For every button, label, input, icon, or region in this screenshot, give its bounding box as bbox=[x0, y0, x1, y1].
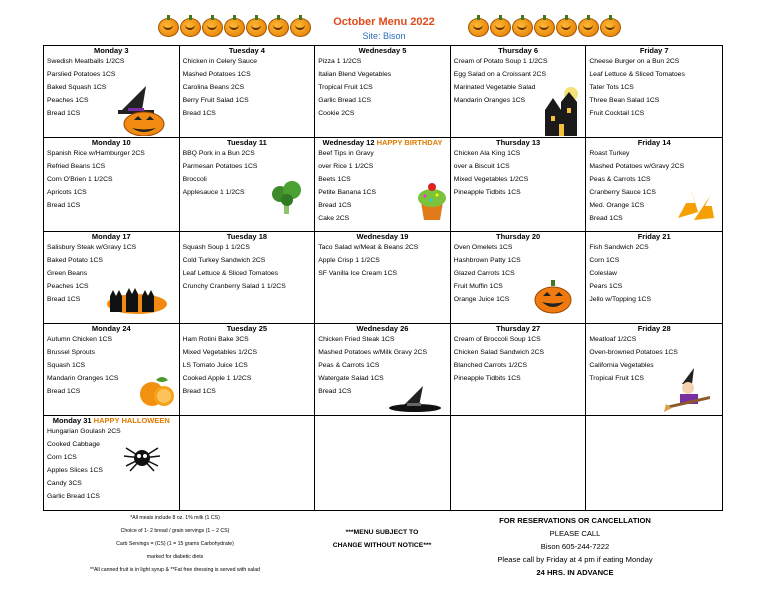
day-cell bbox=[451, 232, 587, 324]
notice-line: ***MENU SUBJECT TO bbox=[345, 529, 419, 536]
menu-item: Tater Tots 1CS bbox=[589, 83, 634, 91]
day-heading bbox=[589, 324, 719, 334]
menu-header bbox=[0, 14, 768, 46]
day-cell bbox=[315, 46, 451, 138]
menu-item: Mandarin Oranges 1CS bbox=[47, 374, 119, 382]
menu-item: Mixed Vegetables 1/2CS bbox=[453, 175, 529, 183]
day-cell bbox=[44, 416, 180, 510]
menu-item: Brussel Sprouts bbox=[47, 348, 95, 356]
menu-item: Leaf Lettuce & Sliced Tomatoes bbox=[182, 269, 279, 277]
day-heading bbox=[454, 138, 583, 148]
day-label: Monday 17 bbox=[91, 232, 131, 241]
day-label: Tuesday 4 bbox=[228, 46, 265, 55]
menu-item: Cookie 2CS bbox=[318, 109, 355, 117]
menu-item: Swedish Meatballs 1/2CS bbox=[47, 58, 125, 65]
menu-item: Hashbrown Patty 1CS bbox=[453, 256, 521, 264]
menu-item: Fish Sandwich 2CS bbox=[589, 244, 649, 251]
menu-item: Three Bean Salad 1CS bbox=[589, 96, 660, 104]
menu-item: Bread 1CS bbox=[47, 295, 81, 303]
menu-item: Pineapple Tidbits 1CS bbox=[453, 374, 521, 382]
menu-item: Med. Orange 1CS bbox=[589, 201, 645, 209]
menu-item: Tropical Fruit 1CS bbox=[589, 374, 644, 382]
cupcake-icon bbox=[415, 180, 449, 222]
menu-item: Bread 1CS bbox=[318, 387, 352, 395]
menu-item: Mashed Potatoes w/Milk Gravy 2CS bbox=[318, 348, 427, 356]
menu-item: Refried Beans 1CS bbox=[47, 162, 106, 170]
day-label: Friday 7 bbox=[639, 46, 669, 55]
menu-item: Garlic Bread 1CS bbox=[318, 96, 372, 104]
menu-item: Bread 1CS bbox=[47, 109, 81, 117]
menu-calendar-grid bbox=[43, 45, 723, 511]
day-cell bbox=[451, 46, 587, 138]
menu-item: Bread 1CS bbox=[47, 387, 81, 395]
pumpkin-icon bbox=[534, 18, 555, 37]
menu-item: Peaches 1CS bbox=[47, 282, 89, 290]
menu-item: Cranberry Sauce 1CS bbox=[589, 188, 656, 196]
menu-item: Orange Juice 1CS bbox=[453, 295, 510, 303]
day-label: Friday 21 bbox=[637, 232, 671, 241]
day-cell bbox=[586, 46, 722, 138]
day-label: Wednesday 26 bbox=[356, 324, 409, 333]
menu-item: Cold Turkey Sandwich 2CS bbox=[182, 256, 266, 264]
day-cell bbox=[44, 46, 180, 138]
day-heading bbox=[47, 138, 176, 148]
day-heading bbox=[589, 416, 719, 426]
menu-item: Glazed Carrots 1CS bbox=[453, 269, 515, 277]
day-cell bbox=[180, 46, 316, 138]
day-heading bbox=[318, 416, 447, 426]
notice-line: CHANGE WITHOUT NOTICE*** bbox=[332, 542, 432, 549]
day-cell bbox=[44, 232, 180, 324]
menu-item: Chicken in Celery Sauce bbox=[182, 58, 258, 65]
menu-item: Cake 2CS bbox=[318, 214, 350, 222]
day-label: Wednesday 19 bbox=[356, 232, 409, 241]
menu-item: Garlic Bread 1CS bbox=[47, 492, 100, 500]
menu-item: Peas & Carrots 1CS bbox=[589, 175, 651, 183]
site-label: Site: Bison bbox=[362, 31, 406, 41]
day-heading bbox=[454, 324, 583, 334]
day-cell bbox=[451, 138, 587, 232]
menu-item: Peas & Carrots 1CS bbox=[318, 361, 380, 369]
menu-item: Cooked Cabbage bbox=[47, 440, 100, 448]
menu-item: California Vegetables bbox=[589, 361, 654, 369]
menu-item: Corn 1CS bbox=[47, 453, 77, 461]
day-heading bbox=[589, 138, 719, 148]
menu-item: Bread 1CS bbox=[589, 214, 623, 222]
note-line: **All canned fruit is in light syrup & **Fat free dressing is served with salad bbox=[89, 567, 261, 573]
menu-item: over Rice 1 1/2CS bbox=[318, 162, 374, 170]
day-heading bbox=[318, 138, 447, 148]
day-note: HAPPY HALLOWEEN bbox=[93, 416, 170, 425]
menu-item: Apple Crisp 1 1/2CS bbox=[318, 256, 380, 264]
day-label: Thursday 13 bbox=[496, 138, 541, 147]
menu-item: Bread 1CS bbox=[182, 109, 216, 117]
menu-item: Mashed Potatoes 1CS bbox=[182, 70, 251, 78]
day-label: Monday 10 bbox=[91, 138, 131, 147]
day-heading bbox=[183, 138, 312, 148]
menu-item: Chicken Fried Steak 1CS bbox=[318, 336, 395, 343]
menu-title: October Menu 2022 bbox=[333, 16, 435, 28]
menu-item: Tropical Fruit 1CS bbox=[318, 83, 373, 91]
menu-item: Carolina Beans 2CS bbox=[182, 83, 245, 91]
menu-item: Mixed Vegetables 1/2CS bbox=[182, 348, 258, 356]
day-cell bbox=[180, 324, 316, 416]
jack-o-lantern-icon bbox=[533, 280, 573, 314]
pumpkin-icon bbox=[600, 18, 621, 37]
menu-item: Roast Turkey bbox=[589, 150, 630, 157]
pumpkin-icon bbox=[512, 18, 533, 37]
pumpkin-icon bbox=[578, 18, 599, 37]
menu-item: Fruit Muffin 1CS bbox=[453, 282, 503, 290]
day-label: Tuesday 11 bbox=[226, 138, 267, 147]
witch-hat-icon bbox=[387, 384, 443, 414]
menu-item: Chicken Salad Sandwich 2CS bbox=[453, 348, 545, 356]
menu-item: Pineapple Tidbits 1CS bbox=[453, 188, 521, 196]
day-label: Tuesday 18 bbox=[226, 232, 268, 241]
day-heading bbox=[183, 232, 312, 242]
day-label: Thursday 20 bbox=[496, 232, 541, 241]
note-line: Choice of 1- 2 bread / grain servings (1 – 2 CS) bbox=[120, 528, 230, 534]
day-heading bbox=[454, 416, 583, 426]
day-label: Friday 14 bbox=[637, 138, 671, 147]
call-deadline: Please call by Friday at 4 pm if eating Monday bbox=[497, 555, 653, 564]
menu-item: Baked Potato 1CS bbox=[47, 256, 103, 264]
day-heading bbox=[47, 324, 176, 334]
orange-fruit-icon bbox=[136, 374, 176, 408]
menu-item: Squash 1CS bbox=[47, 361, 86, 369]
day-cell bbox=[315, 232, 451, 324]
spider-icon bbox=[122, 444, 162, 472]
please-call: PLEASE CALL bbox=[549, 529, 601, 538]
day-heading bbox=[183, 324, 312, 334]
pumpkin-row-right bbox=[468, 18, 621, 40]
day-cell bbox=[180, 232, 316, 324]
day-cell bbox=[180, 138, 316, 232]
menu-item: Peaches 1CS bbox=[47, 96, 89, 104]
day-label: Monday 24 bbox=[91, 324, 131, 333]
menu-item: SF Vanilla Ice Cream 1CS bbox=[318, 269, 398, 277]
day-cell bbox=[44, 138, 180, 232]
menu-item: Meatloaf 1/2CS bbox=[589, 336, 637, 343]
menu-item: Autumn Chicken 1CS bbox=[47, 336, 112, 343]
menu-item: Apricots 1CS bbox=[47, 188, 87, 196]
menu-item: Leaf Lettuce & Sliced Tomatoes bbox=[589, 70, 685, 78]
menu-item: Salisbury Steak w/Gravy 1CS bbox=[47, 244, 137, 251]
day-cell bbox=[451, 416, 587, 510]
day-note: HAPPY BIRTHDAY bbox=[376, 138, 443, 147]
day-cell bbox=[586, 416, 722, 510]
menu-item: Applesauce 1 1/2CS bbox=[182, 188, 245, 196]
reservation-heading: FOR RESERVATIONS OR CANCELLATION bbox=[499, 516, 651, 525]
menu-item: Cooked Apple 1 1/2CS bbox=[182, 374, 252, 382]
menu-item: Cheese Burger on a Bun 2CS bbox=[589, 58, 680, 65]
day-heading bbox=[47, 416, 176, 426]
day-heading bbox=[318, 324, 447, 334]
day-cell bbox=[315, 138, 451, 232]
menu-item: Coleslaw bbox=[589, 269, 617, 277]
day-heading bbox=[183, 46, 312, 56]
note-line: marked for diabetic diets bbox=[146, 554, 204, 560]
candy-corn-icon bbox=[674, 188, 718, 224]
day-heading bbox=[183, 416, 312, 426]
day-heading bbox=[47, 232, 176, 242]
menu-item: Crunchy Cranberry Salad 1 1/2CS bbox=[182, 282, 286, 290]
black-cats-icon bbox=[102, 278, 172, 314]
day-label: Wednesday 5 bbox=[358, 46, 407, 55]
menu-change-notice bbox=[317, 526, 447, 552]
menu-item: Jello w/Topping 1CS bbox=[589, 295, 651, 303]
menu-item: Beef Tips in Gravy bbox=[318, 150, 374, 157]
menu-item: Corn O'Brien 1 1/2CS bbox=[47, 175, 113, 183]
phone-number: Bison 605-244-7222 bbox=[540, 542, 610, 551]
day-heading bbox=[318, 46, 447, 56]
menu-item: Oven Omelets 1CS bbox=[453, 244, 513, 251]
advance-notice: 24 HRS. IN ADVANCE bbox=[536, 568, 614, 577]
menu-item: Egg Salad on a Croissant 2CS bbox=[453, 70, 546, 78]
menu-item: Oven-browned Potatoes 1CS bbox=[589, 348, 678, 356]
day-label: Thursday 27 bbox=[496, 324, 541, 333]
day-cell bbox=[451, 324, 587, 416]
menu-item: Ham Rotini Bake 3CS bbox=[182, 336, 249, 343]
menu-item: Berry Fruit Salad 1CS bbox=[182, 96, 249, 104]
menu-item: Squash Soup 1 1/2CS bbox=[182, 244, 250, 251]
day-heading bbox=[454, 232, 583, 242]
menu-item: Bread 1CS bbox=[318, 201, 352, 209]
menu-item: Chicken Ala King 1CS bbox=[453, 150, 521, 157]
day-label: Thursday 6 bbox=[498, 46, 539, 55]
day-label: Friday 28 bbox=[637, 324, 671, 333]
menu-item: Spanish Rice w/Hamburger 2CS bbox=[47, 150, 145, 157]
menu-item: Parmesan Potatoes 1CS bbox=[182, 162, 258, 170]
menu-item: Blanched Carrots 1/2CS bbox=[453, 361, 528, 369]
menu-footer bbox=[0, 512, 768, 592]
day-cell bbox=[586, 232, 722, 324]
day-label: Monday 3 bbox=[94, 46, 129, 55]
menu-item: Cream of Broccoli Soup 1CS bbox=[453, 336, 541, 343]
day-label: Wednesday 12 bbox=[322, 138, 375, 147]
witch-on-broom-icon bbox=[664, 366, 712, 412]
menu-item: Apples Slices 1CS bbox=[47, 466, 103, 474]
day-label: Monday 31 bbox=[52, 416, 92, 425]
day-heading bbox=[318, 232, 447, 242]
menu-item: LS Tomato Juice 1CS bbox=[182, 361, 248, 369]
pumpkin-icon bbox=[490, 18, 511, 37]
day-heading bbox=[454, 46, 583, 56]
menu-item: Italian Blend Vegetables bbox=[318, 70, 392, 78]
menu-item: Hungarian Goulash 2CS bbox=[47, 428, 121, 435]
menu-item: Watergate Salad 1CS bbox=[318, 374, 384, 382]
menu-item: Beets 1CS bbox=[318, 175, 351, 183]
day-heading bbox=[589, 232, 719, 242]
menu-item: Bread 1CS bbox=[182, 387, 216, 395]
pumpkin-icon bbox=[468, 18, 489, 37]
reservation-info bbox=[470, 514, 680, 579]
menu-item: Pears 1CS bbox=[589, 282, 623, 290]
day-cell bbox=[315, 324, 451, 416]
day-cell bbox=[315, 416, 451, 510]
menu-item: Cream of Potato Soup 1 1/2CS bbox=[453, 58, 548, 65]
menu-item: Petite Banana 1CS bbox=[318, 188, 377, 196]
day-cell bbox=[44, 324, 180, 416]
day-heading bbox=[589, 46, 719, 56]
day-cell bbox=[180, 416, 316, 510]
menu-item: Mandarin Oranges 1CS bbox=[453, 96, 526, 104]
menu-item: Fruit Cocktail 1CS bbox=[589, 109, 645, 117]
menu-item: Bread 1CS bbox=[47, 201, 81, 209]
menu-item: Candy 3CS bbox=[47, 479, 82, 487]
note-line: *All meals include 8 oz. 1% milk (1 CS) bbox=[130, 515, 220, 521]
haunted-house-icon bbox=[541, 84, 581, 136]
day-cell bbox=[586, 138, 722, 232]
menu-item: Marinated Vegetable Salad bbox=[453, 83, 536, 91]
menu-item: Parslied Potatoes 1CS bbox=[47, 70, 116, 78]
day-label: Tuesday 25 bbox=[226, 324, 268, 333]
menu-item: Baked Squash 1CS bbox=[47, 83, 107, 91]
menu-item: Pizza 1 1/2CS bbox=[318, 58, 362, 65]
day-cell bbox=[586, 324, 722, 416]
menu-item: Mashed Potatoes w/Gravy 2CS bbox=[589, 162, 685, 170]
menu-item: BBQ Pork in a Bun 2CS bbox=[182, 150, 255, 157]
menu-item: over a Biscuit 1CS bbox=[453, 162, 510, 170]
menu-item: Green Beans bbox=[47, 269, 88, 277]
note-line: Carb Servings = (CS) (1 = 15 grams Carbohydrate) bbox=[116, 541, 234, 547]
pumpkin-icon bbox=[556, 18, 577, 37]
menu-item: Broccoli bbox=[182, 175, 207, 183]
menu-item: Corn 1CS bbox=[589, 256, 620, 264]
nutrition-notes bbox=[60, 512, 290, 577]
witch-hat-pumpkin-icon bbox=[116, 84, 168, 136]
broccoli-icon bbox=[270, 178, 304, 216]
menu-item: Taco Salad w/Meat & Beans 2CS bbox=[318, 244, 419, 251]
day-heading bbox=[47, 46, 176, 56]
